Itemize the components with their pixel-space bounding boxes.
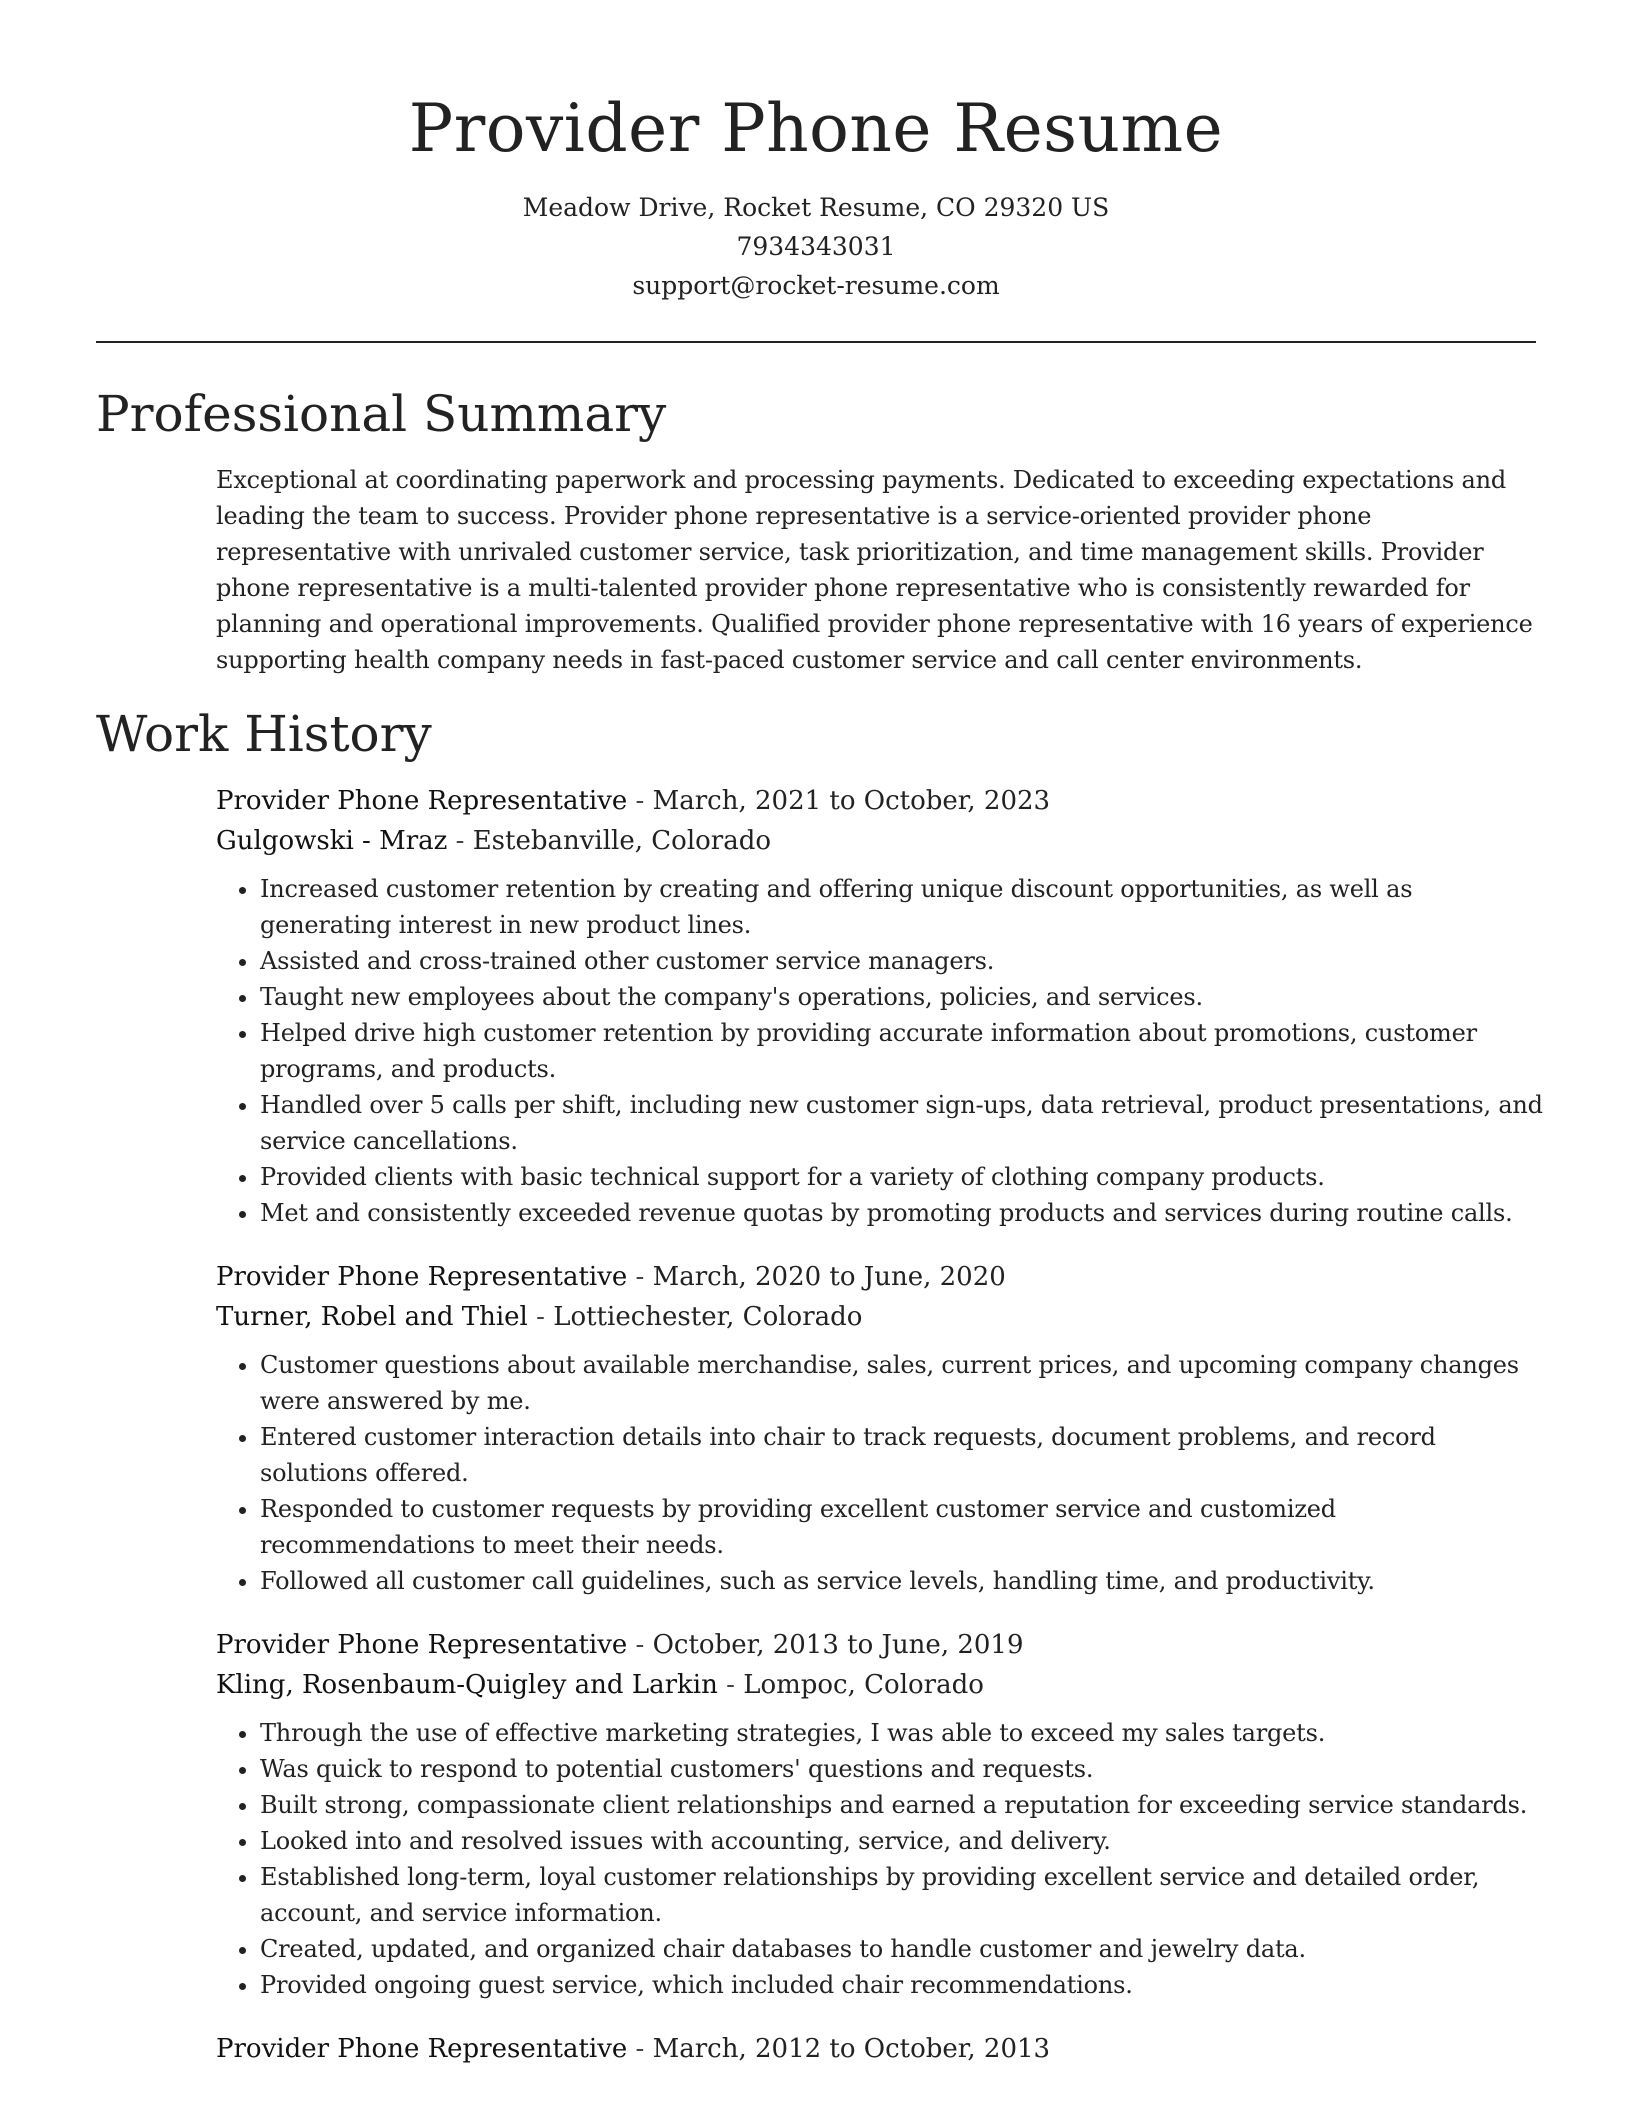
- job-location: Lompoc, Colorado: [743, 1670, 984, 1700]
- job-role: Provider Phone Representative: [216, 786, 628, 816]
- job-separator: -: [527, 1302, 554, 1332]
- list-item: • Established long-term, loyal customer relationships by providing excellent service and detailed order, account, and service information.: [260, 1859, 1546, 1931]
- contact-address: Meadow Drive, Rocket Resume, CO 29320 US: [522, 193, 1110, 222]
- job-company: Gulgowski - Mraz: [216, 826, 448, 856]
- job-company: Turner, Robel and Thiel: [216, 1302, 528, 1332]
- job-entry: [216, 1257, 1546, 1599]
- job-separator: -: [627, 786, 653, 816]
- list-item: • Increased customer retention by creating and offering unique discount opportunities, as well as generating interest in new product lines.: [260, 871, 1546, 943]
- job-dates: March, 2012 to October, 2013: [652, 2034, 1051, 2064]
- list-item: • Provided ongoing guest service, which included chair recommendations.: [260, 1967, 1546, 2003]
- job-company-line: [216, 1297, 1546, 1337]
- job-role: Provider Phone Representative: [216, 2034, 628, 2064]
- job-bullet-list: [216, 871, 1546, 1231]
- resume-header: [0, 0, 1632, 305]
- job-separator: -: [447, 826, 473, 856]
- job-dates: March, 2021 to October, 2023: [652, 786, 1051, 816]
- job-title-line: [216, 1625, 1546, 1665]
- list-item: • Assisted and cross-trained other customer service managers.: [260, 943, 1546, 979]
- list-item: • Built strong, compassionate client relationships and earned a reputation for exceeding service standards.: [260, 1787, 1546, 1823]
- work-history-list: [216, 781, 1546, 2095]
- job-separator: -: [627, 1262, 653, 1292]
- contact-email: support@rocket-resume.com: [632, 271, 1000, 300]
- job-title-line: [216, 2029, 1546, 2069]
- header-divider: [96, 341, 1536, 343]
- list-item: • Created, updated, and organized chair databases to handle customer and jewelry data.: [260, 1931, 1546, 1967]
- list-item: • Taught new employees about the company's operations, policies, and services.: [260, 979, 1546, 1015]
- job-company-line: [216, 821, 1546, 861]
- list-item: • Followed all customer call guidelines, such as service levels, handling time, and productivity.: [260, 1563, 1546, 1599]
- list-item: • Helped drive high customer retention by providing accurate information about promotions, customer programs, and products.: [260, 1015, 1546, 1087]
- job-role: Provider Phone Representative: [216, 1262, 628, 1292]
- list-item: • Looked into and resolved issues with accounting, service, and delivery.: [260, 1823, 1546, 1859]
- summary-text: Exceptional at coordinating paperwork and processing payments. Dedicated to exceeding expectations and leading the team to success. Provider phone representative is a service-oriented provider phone representative with unrivaled customer service, task prioritization, and time management skills. Provider phone representative is a multi-talented provider phone representative who is consistently rewarded for planning and operational improvements. Qualified provider phone representative with 16 years of experience supporting health company needs in fast-paced customer service and call center environments.: [216, 466, 1533, 674]
- job-title-line: [216, 1257, 1546, 1297]
- job-company: Kling, Rosenbaum-Quigley and Larkin: [216, 1670, 718, 1700]
- job-role: Provider Phone Representative: [216, 1630, 628, 1660]
- list-item: • Customer questions about available merchandise, sales, current prices, and upcoming company changes were answered by me.: [260, 1347, 1546, 1419]
- contact-phone: 7934343031: [736, 232, 896, 261]
- resume-title: Provider Phone Resume: [408, 90, 1224, 167]
- job-bullet-list: [216, 1347, 1546, 1599]
- job-separator: -: [627, 1630, 653, 1660]
- job-entry: [216, 781, 1546, 1231]
- job-dates: October, 2013 to June, 2019: [652, 1630, 1024, 1660]
- list-item: • Entered customer interaction details into chair to track requests, document problems, and record solutions offered.: [260, 1419, 1546, 1491]
- job-title-line: [216, 781, 1546, 821]
- job-company-line: [216, 1665, 1546, 1705]
- job-separator: -: [627, 2034, 653, 2064]
- list-item: • Met and consistently exceeded revenue quotas by promoting products and services during routine calls.: [260, 1195, 1546, 1231]
- list-item: • Handled over 5 calls per shift, including new customer sign-ups, data retrieval, product presentations, and service cancellations.: [260, 1087, 1546, 1159]
- job-entry: [216, 1625, 1546, 2003]
- job-dates: March, 2020 to June, 2020: [652, 1262, 1006, 1292]
- contact-block: [0, 188, 1632, 305]
- section-title-summary: Professional Summary: [96, 385, 667, 443]
- section-title-work-history: Work History: [96, 705, 432, 763]
- list-item: • Responded to customer requests by providing excellent customer service and customized recommendations to meet their needs.: [260, 1491, 1546, 1563]
- list-item: • Provided clients with basic technical support for a variety of clothing company products.: [260, 1159, 1546, 1195]
- job-entry: [216, 2029, 1546, 2069]
- job-bullet-list: [216, 1715, 1546, 2003]
- list-item: • Was quick to respond to potential customers' questions and requests.: [260, 1751, 1546, 1787]
- job-location: Lottiechester, Colorado: [553, 1302, 863, 1332]
- job-separator: -: [717, 1670, 744, 1700]
- job-location: Estebanville, Colorado: [472, 826, 772, 856]
- list-item: • Through the use of effective marketing strategies, I was able to exceed my sales targets.: [260, 1715, 1546, 1751]
